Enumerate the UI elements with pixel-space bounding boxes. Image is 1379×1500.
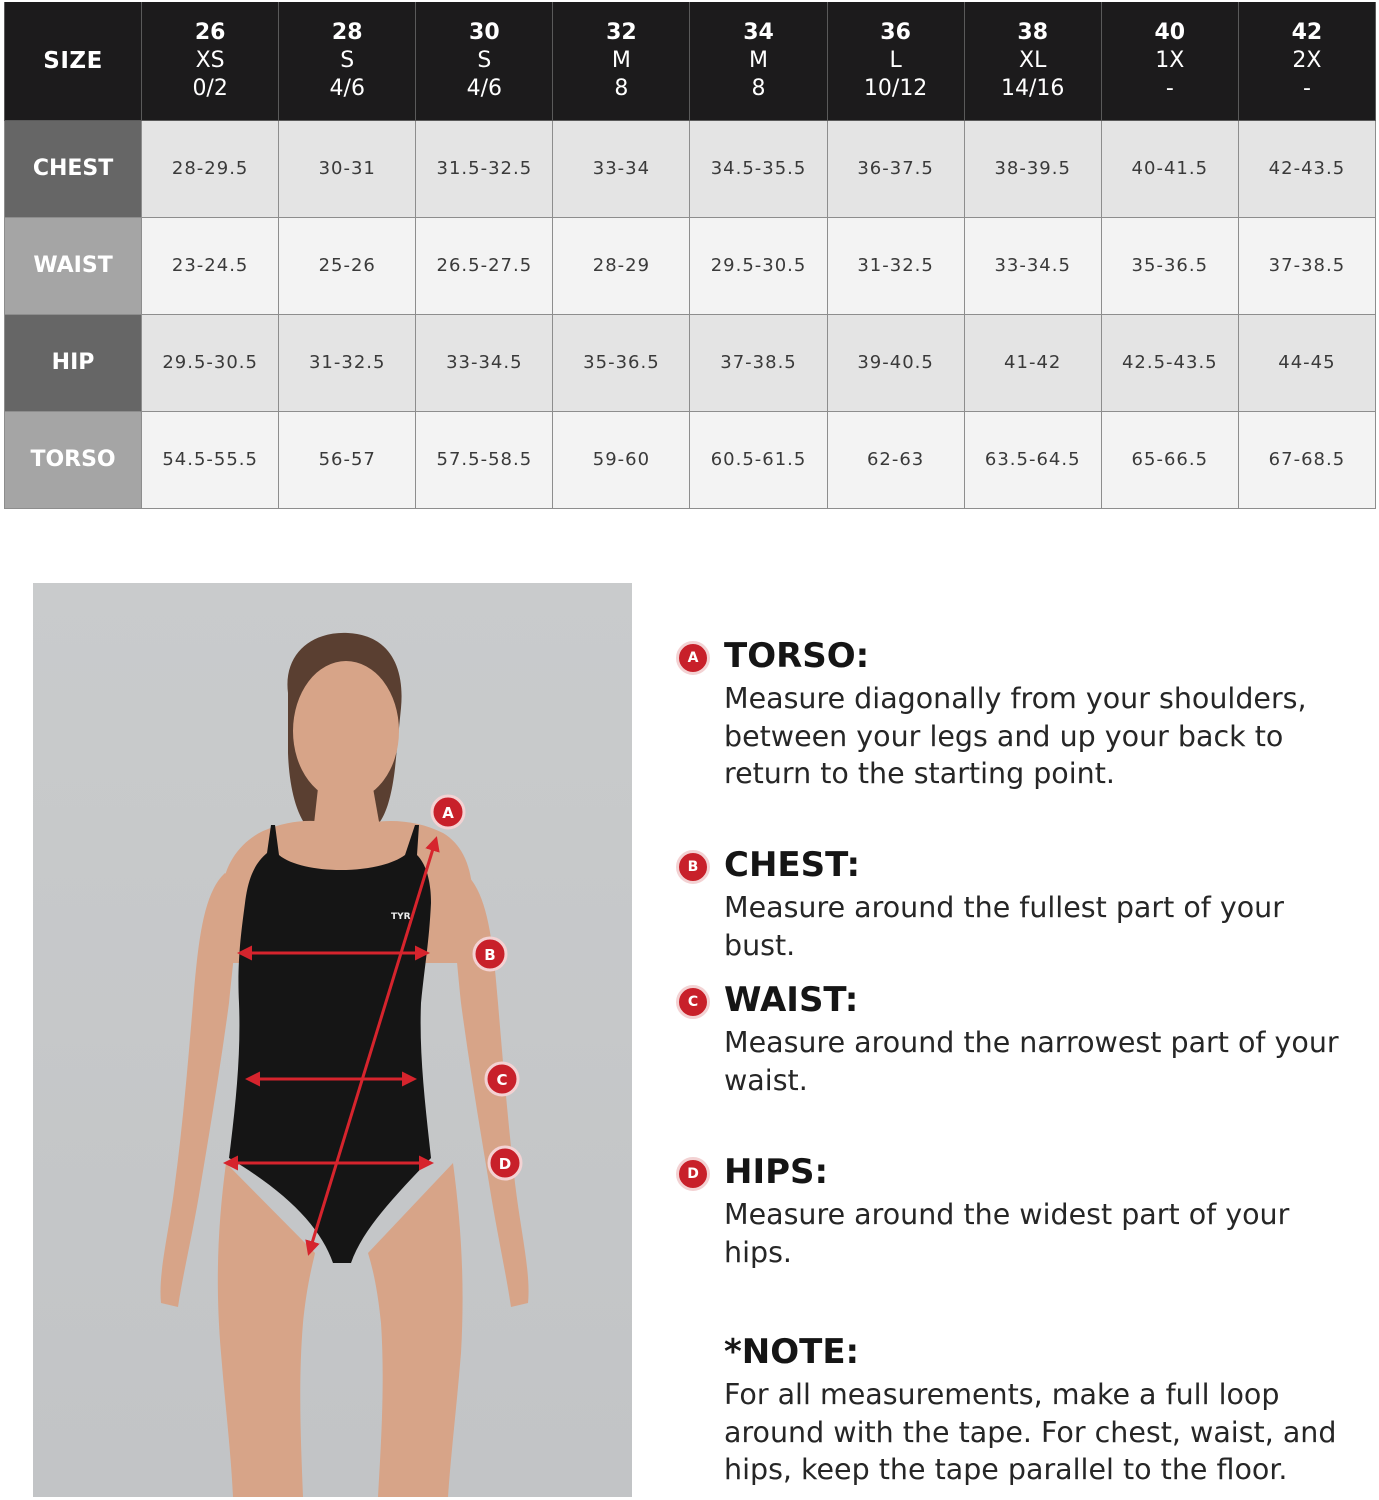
size-us: - — [1165, 75, 1174, 101]
guide-hips-heading: HIPS: — [724, 1152, 829, 1192]
table-cell: 31.5-32.5 — [416, 120, 553, 217]
size-number: 34 — [743, 19, 774, 45]
size-letter: XL — [1019, 47, 1047, 73]
marker-d — [489, 1147, 521, 1179]
marker-d-label: D — [498, 1155, 512, 1173]
table-cell: 33-34.5 — [416, 314, 553, 411]
marker-b — [474, 938, 506, 970]
size-number: 36 — [880, 19, 911, 45]
table-cell: 28-29 — [553, 217, 690, 314]
table-row — [5, 314, 1376, 411]
size-column-header — [279, 2, 416, 120]
table-cell: 63.5-64.5 — [964, 411, 1101, 508]
table-row — [5, 120, 1376, 217]
row-label: CHEST — [5, 120, 142, 217]
marker-b-label: B — [484, 946, 496, 964]
size-letter: M — [611, 47, 631, 73]
size-header-row — [5, 2, 1376, 120]
size-header-label: SIZE — [5, 2, 142, 120]
size-us: 14/16 — [1001, 75, 1065, 101]
size-us: 8 — [614, 75, 629, 101]
size-us: 4/6 — [329, 75, 365, 101]
size-us: 10/12 — [863, 75, 928, 101]
guide-chest-heading: CHEST: — [724, 845, 861, 885]
model-measurement-photo — [33, 583, 632, 1497]
table-cell: 30-31 — [279, 120, 416, 217]
size-letter: L — [889, 47, 902, 73]
guide-torso-heading: TORSO: — [724, 636, 870, 676]
guide-chest-text: Measure around the fullest part of your bust. — [724, 891, 1284, 962]
size-column-header — [553, 2, 690, 120]
table-cell: 39-40.5 — [827, 314, 964, 411]
guide-marker-c: C — [676, 985, 710, 1019]
size-column-header — [827, 2, 964, 120]
table-cell: 60.5-61.5 — [690, 411, 827, 508]
size-letter: S — [477, 47, 492, 73]
size-column-header — [690, 2, 827, 120]
table-cell: 29.5-30.5 — [690, 217, 827, 314]
marker-c — [486, 1063, 518, 1095]
size-column-header — [964, 2, 1101, 120]
model-illustration — [33, 583, 632, 1497]
size-column-header — [1238, 2, 1375, 120]
table-cell: 41-42 — [964, 314, 1101, 411]
size-letter: 1X — [1155, 47, 1185, 73]
size-us: - — [1302, 75, 1311, 101]
table-cell: 35-36.5 — [1101, 217, 1238, 314]
guide-note-heading: *NOTE: — [724, 1332, 860, 1372]
size-number: 28 — [331, 19, 363, 45]
guide-hips-text: Measure around the widest part of your hips. — [724, 1198, 1290, 1269]
table-cell: 57.5-58.5 — [416, 411, 553, 508]
size-chart-table — [4, 2, 1376, 509]
guide-waist-text: Measure around the narrowest part of your waist. — [724, 1026, 1339, 1097]
guide-marker-d: D — [676, 1157, 710, 1191]
size-column-header — [1101, 2, 1238, 120]
size-letter: 2X — [1292, 47, 1322, 73]
size-letter: M — [749, 47, 768, 73]
table-cell: 59-60 — [553, 411, 690, 508]
table-cell: 44-45 — [1238, 314, 1375, 411]
table-cell: 42-43.5 — [1238, 120, 1375, 217]
size-number: 30 — [469, 19, 500, 45]
row-label: HIP — [5, 314, 142, 411]
size-number: 42 — [1291, 19, 1323, 45]
table-cell: 56-57 — [279, 411, 416, 508]
marker-a-label: A — [442, 804, 454, 822]
swimsuit-logo: TYR — [391, 912, 411, 922]
size-number: 38 — [1017, 19, 1049, 45]
table-cell: 40-41.5 — [1101, 120, 1238, 217]
table-cell: 29.5-30.5 — [142, 314, 279, 411]
table-cell: 25-26 — [279, 217, 416, 314]
table-cell: 28-29.5 — [142, 120, 279, 217]
table-cell: 34.5-35.5 — [690, 120, 827, 217]
table-cell: 38-39.5 — [964, 120, 1101, 217]
size-column-header — [142, 2, 279, 120]
size-number: 40 — [1154, 19, 1186, 45]
size-letter: S — [340, 47, 355, 73]
table-cell: 54.5-55.5 — [142, 411, 279, 508]
size-us: 4/6 — [466, 75, 503, 101]
table-cell: 65-66.5 — [1101, 411, 1238, 508]
table-cell: 37-38.5 — [1238, 217, 1375, 314]
guide-marker-b: B — [676, 850, 710, 884]
table-cell: 62-63 — [827, 411, 964, 508]
table-cell: 37-38.5 — [690, 314, 827, 411]
row-label: TORSO — [5, 411, 142, 508]
table-cell: 31-32.5 — [827, 217, 964, 314]
size-us: 0/2 — [192, 75, 228, 101]
table-cell: 33-34 — [553, 120, 690, 217]
size-column-header — [416, 2, 553, 120]
size-chart-body — [5, 120, 1376, 508]
table-cell: 35-36.5 — [553, 314, 690, 411]
table-cell: 23-24.5 — [142, 217, 279, 314]
table-cell: 33-34.5 — [964, 217, 1101, 314]
marker-c-label: C — [496, 1071, 508, 1089]
table-cell: 36-37.5 — [827, 120, 964, 217]
guide-marker-a: A — [676, 641, 710, 675]
table-cell: 42.5-43.5 — [1101, 314, 1238, 411]
marker-a — [432, 796, 464, 828]
guide-torso-text: Measure diagonally from your shoulders, between your legs and up your back to return to the starting point. — [724, 682, 1307, 790]
row-label: WAIST — [5, 217, 142, 314]
table-row — [5, 411, 1376, 508]
guide-note-text: For all measurements, make a full loop around with the tape. For chest, waist, and hips, keep the tape parallel to the floor. — [724, 1378, 1337, 1486]
size-number: 32 — [606, 19, 637, 45]
table-cell: 67-68.5 — [1238, 411, 1375, 508]
table-cell: 31-32.5 — [279, 314, 416, 411]
size-letter: XS — [195, 47, 225, 73]
size-number: 26 — [194, 19, 226, 45]
table-row — [5, 217, 1376, 314]
size-us: 8 — [751, 75, 766, 101]
table-cell: 26.5-27.5 — [416, 217, 553, 314]
guide-waist-heading: WAIST: — [724, 980, 859, 1020]
